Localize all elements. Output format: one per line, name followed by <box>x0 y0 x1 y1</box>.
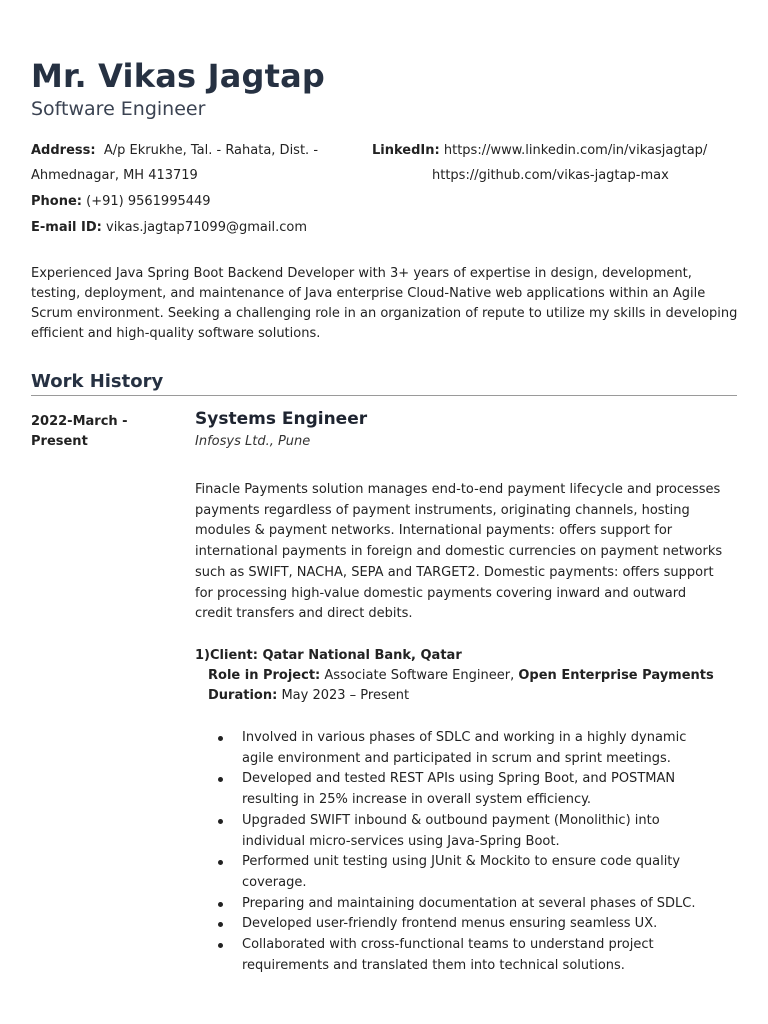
list-item: Involved in various phases of SDLC and working in a highly dynamic agile environment and participated in scrum and sprint meetings. <box>218 728 718 769</box>
job-description: Finacle Payments solution manages end-to-end payment lifecycle and processes payments regardless of payment instruments, originating channels, hosting modules & payment networks. International payments: offers support for international payments in foreign and domestic currencies on payment networks such as SWIFT, NACHA, SEPA and TARGET2. Domestic payments: offers support for processing high-value domestic payments covering inward and outward credit transfers and direct debits. <box>195 482 723 622</box>
section-title-work-history: Work History <box>31 371 164 392</box>
linkedin-label: LinkedIn: <box>372 143 440 158</box>
job-title: Systems Engineer <box>195 409 368 429</box>
github-link[interactable]: https://github.com/vikas-jagtap-max <box>432 168 669 183</box>
candidate-title: Software Engineer <box>31 98 206 120</box>
list-item: Developed and tested REST APIs using Spring Boot, and POSTMAN resulting in 25% increase in overall system efficiency. <box>218 769 718 810</box>
responsibility-list <box>218 728 718 976</box>
job-company: Infosys Ltd., Pune <box>195 434 311 449</box>
bullet-icon <box>218 943 223 948</box>
bullet-icon <box>218 860 223 865</box>
project-duration-value: May 2023 – Present <box>281 688 410 703</box>
bullet-icon <box>218 902 223 907</box>
candidate-name: Mr. Vikas Jagtap <box>31 57 325 95</box>
profile-summary: Experienced Java Spring Boot Backend Developer with 3+ years of expertise in design, development, testing, deployment, and maintenance of Java enterprise Cloud-Native web applications within an Agile Scrum environment. Seeking a challenging role in an organization of repute to utilize my skills in developing efficient and high-quality software solutions. <box>31 266 738 341</box>
section-divider <box>31 395 737 396</box>
job-dates-start: 2022-March - <box>31 414 128 429</box>
phone-line <box>31 193 211 211</box>
address-label: Address: <box>31 143 96 158</box>
project-duration-label: Duration: <box>208 688 278 703</box>
linkedin-link[interactable]: https://www.linkedin.com/in/vikasjagtap/ <box>443 143 708 158</box>
project-role-label: Role in Project: <box>208 668 321 683</box>
project-role-value: Associate Software Engineer, <box>324 668 515 683</box>
list-item: Preparing and maintaining documentation at several phases of SDLC. <box>218 894 718 915</box>
project-role <box>208 666 714 686</box>
phone-label: Phone: <box>31 194 82 209</box>
job-dates <box>31 412 171 452</box>
list-item: Developed user-friendly frontend menus ensuring seamless UX. <box>218 914 718 935</box>
address-value: A/p Ekrukhe, Tal. - Rahata, Dist. - <box>103 143 319 158</box>
bullet-icon <box>218 777 223 782</box>
project-product: Open Enterprise Payments <box>518 668 714 683</box>
linkedin-line <box>372 142 707 160</box>
address-line-1 <box>31 142 318 160</box>
list-item: Performed unit testing using JUnit & Mockito to ensure code quality coverage. <box>218 852 718 893</box>
email-line <box>31 219 307 237</box>
project-client: 1)Client: Qatar National Bank, Qatar <box>195 648 462 663</box>
project-duration <box>208 686 409 706</box>
email-label: E-mail ID: <box>31 220 102 235</box>
phone-value: (+91) 9561995449 <box>86 194 211 209</box>
email-value[interactable]: vikas.jagtap71099@gmail.com <box>106 220 307 235</box>
bullet-icon <box>218 736 223 741</box>
job-dates-end: Present <box>31 434 88 449</box>
bullet-icon <box>218 922 223 927</box>
list-item: Upgraded SWIFT inbound & outbound payment (Monolithic) into individual micro-services using Java-Spring Boot. <box>218 811 718 852</box>
address-line-2: Ahmednagar, MH 413719 <box>31 168 198 183</box>
list-item: Collaborated with cross-functional teams to understand project requirements and translated them into technical solutions. <box>218 935 718 976</box>
bullet-icon <box>218 819 223 824</box>
